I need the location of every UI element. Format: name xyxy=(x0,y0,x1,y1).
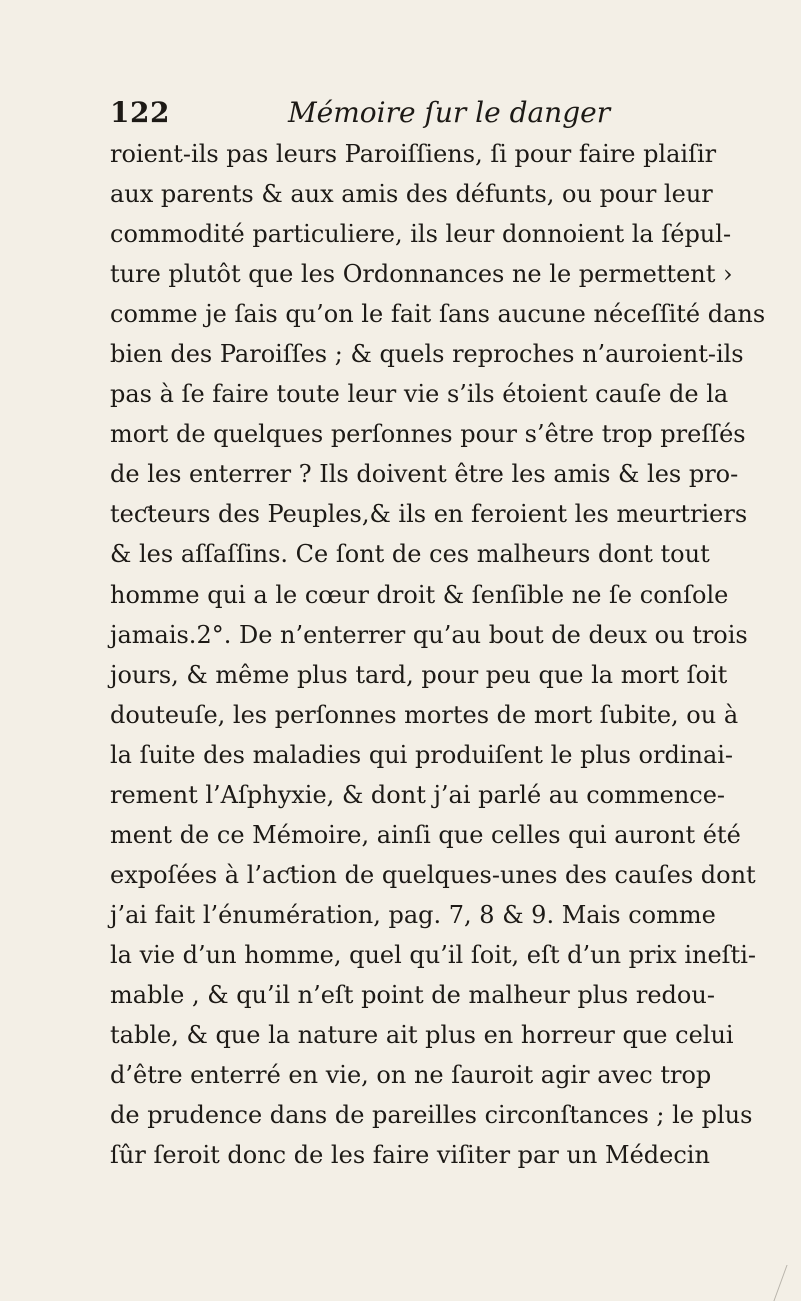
text-line: table, & que la nature ait plus en horreur que celui xyxy=(110,1021,734,1050)
text-line: expoſées à l’aƈtion de quelques-unes des cauſes dont xyxy=(110,860,756,889)
text-line: roient-ils pas leurs Paroiſſiens, ſi pour faire plaiſir xyxy=(110,140,717,168)
paper-mark xyxy=(773,1265,795,1301)
text-line: jours, & même plus tard, pour peu que la mort ſoit xyxy=(110,660,728,689)
text-line: la ſuite des maladies qui produiſent le plus ordinai- xyxy=(110,740,734,769)
text-line: ment de ce Mémoire, ainſi que celles qui auront été xyxy=(110,820,741,849)
text-line: teƈteurs des Peuples,& ils en feroient les meurtriers xyxy=(110,500,748,529)
text-line: jamais.2°. De n’enterrer qu’au bout de deux ou trois xyxy=(110,620,748,649)
text-line: j’ai fait l’énumération, pag. 7, 8 & 9. Mais comme xyxy=(110,900,716,929)
text-line: & les aſſaſſins. Ce ſont de ces malheurs dont tout xyxy=(110,540,710,569)
text-line: ſûr ſeroit donc de les faire viſiter par un Médecin xyxy=(110,1141,710,1170)
text-line: mort de quelques perſonnes pour s’être trop preſſés xyxy=(110,420,746,449)
text-line: la vie d’un homme, quel qu’il ſoit, eſt d’un prix ineſti- xyxy=(110,940,756,969)
text-line: de les enterrer ? Ils doivent être les amis & les pro- xyxy=(110,460,739,489)
text-line: homme qui a le cœur droit & ſenſible ne ſe conſole xyxy=(110,580,729,609)
text-line: ture plutôt que les Ordonnances ne le permettent › xyxy=(110,260,733,289)
text-line: de prudence dans de pareilles circonſtances ; le plus xyxy=(110,1101,753,1130)
text-line: commodité particuliere, ils leur donnoient la ſépul- xyxy=(110,220,732,249)
text-line: douteuſe, les perſonnes mortes de mort ſubite, ou à xyxy=(110,700,739,729)
page-number: 122 xyxy=(110,96,170,129)
text-line: aux parents & aux amis des défunts, ou pour leur xyxy=(110,180,713,209)
text-line: pas à ſe faire toute leur vie s’ils étoient cauſe de la xyxy=(110,380,729,409)
body-text xyxy=(110,134,766,1175)
text-line: d’être enterré en vie, on ne ſauroit agir avec trop xyxy=(110,1061,712,1090)
text-line: comme je ſais qu’on le fait ſans aucune néceſſité dans xyxy=(110,300,766,329)
page-header xyxy=(110,96,690,136)
running-head: Mémoire ſur le danger xyxy=(288,96,611,129)
text-line: rement l’Aſphyxie, & dont j’ai parlé au commence- xyxy=(110,780,726,809)
text-line: mable , & qu’il n’eſt point de malheur plus redou- xyxy=(110,980,715,1009)
text-line: bien des Paroiſſes ; & quels reproches n’auroient-ils xyxy=(110,340,744,369)
